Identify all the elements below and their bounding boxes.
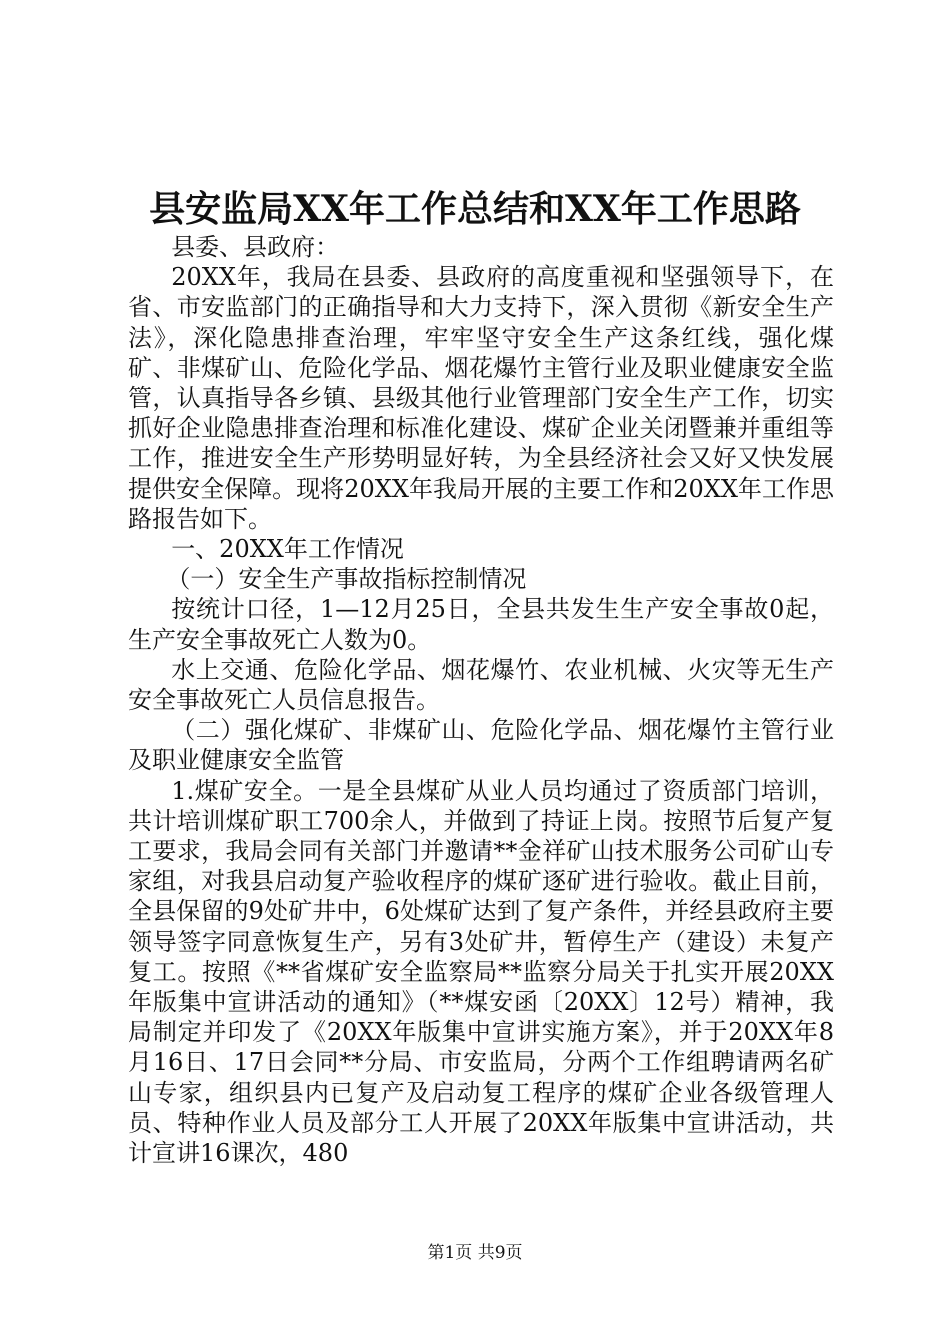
subsection-heading-1: （一）安全生产事故指标控制情况 — [166, 565, 527, 594]
subsection-heading-2: （二）强化煤矿、非煤矿山、危险化学品、烟花爆竹主管行业及职业健康安全监管 — [128, 716, 834, 775]
paragraph-accident-stats: 按统计口径，1—12月25日，全县共发生生产安全事故0起，生产安全事故死亡人数为0。 — [128, 595, 834, 654]
paragraph-intro: 20XX年，我局在县委、县政府的高度重视和坚强领导下，在省、市安监部门的正确指导和大力支持下，深入贯彻《新安全生产法》，深化隐患排查治理，牢牢坚守安全生产这条红线，强化煤矿、非煤矿山、危险化学品、烟花爆竹主管行业及职业健康安全监管，认真指导各乡镇、县级其他行业管理部门安全生产工作，切实抓好企业隐患排查治理和标准化建设、煤矿企业关闭暨兼并重组等工作，推进安全生产形势明显好转，为全县经济社会又好又快发展提供安全保障。现将20XX年我局开展的主要工作和20XX年工作思路报告如下。 — [128, 263, 834, 533]
section-heading-1: 一、20XX年工作情况 — [171, 535, 404, 564]
document-title: 县安监局XX年工作总结和XX年工作思路 — [149, 188, 801, 230]
page-footer: 第1页 共9页 — [427, 1243, 523, 1263]
document-body — [128, 232, 834, 1168]
salutation: 县委、县政府： — [171, 233, 340, 261]
paragraph-no-reports: 水上交通、危险化学品、烟花爆竹、农业机械、火灾等无生产安全事故死亡人员信息报告。 — [128, 655, 834, 715]
paragraph-coal-mine-safety: 1.煤矿安全。一是全县煤矿从业人员均通过了资质部门培训，共计培训煤矿职工700余人，并做到了持证上岗。按照节后复产复工要求，我局会同有关部门并邀请**金祥矿山技术服务公司矿山专家组，对我县启动复产验收程序的煤矿逐矿进行验收。截止目前，全县保留的9处矿井中，6处煤矿达到了复产条件，并经县政府主要领导签字同意恢复生产，另有3处矿井，暂停生产（建设）未复产复工。按照《**省煤矿安全监察局**监察分局关于扎实开展20XX年版集中宣讲活动的通知》（**煤安函〔20XX〕12号）精神，我局制定并印发了《20XX年版集中宣讲实施方案》，并于20XX年8月16日、17日会同**分局、市安监局，分两个工作组聘请两名矿山专家，组织县内已复产及启动复工程序的煤矿企业各级管理人员、特种作业人员及部分工人开展了20XX年版集中宣讲活动，共计宣讲16课次，480 — [128, 776, 834, 1168]
